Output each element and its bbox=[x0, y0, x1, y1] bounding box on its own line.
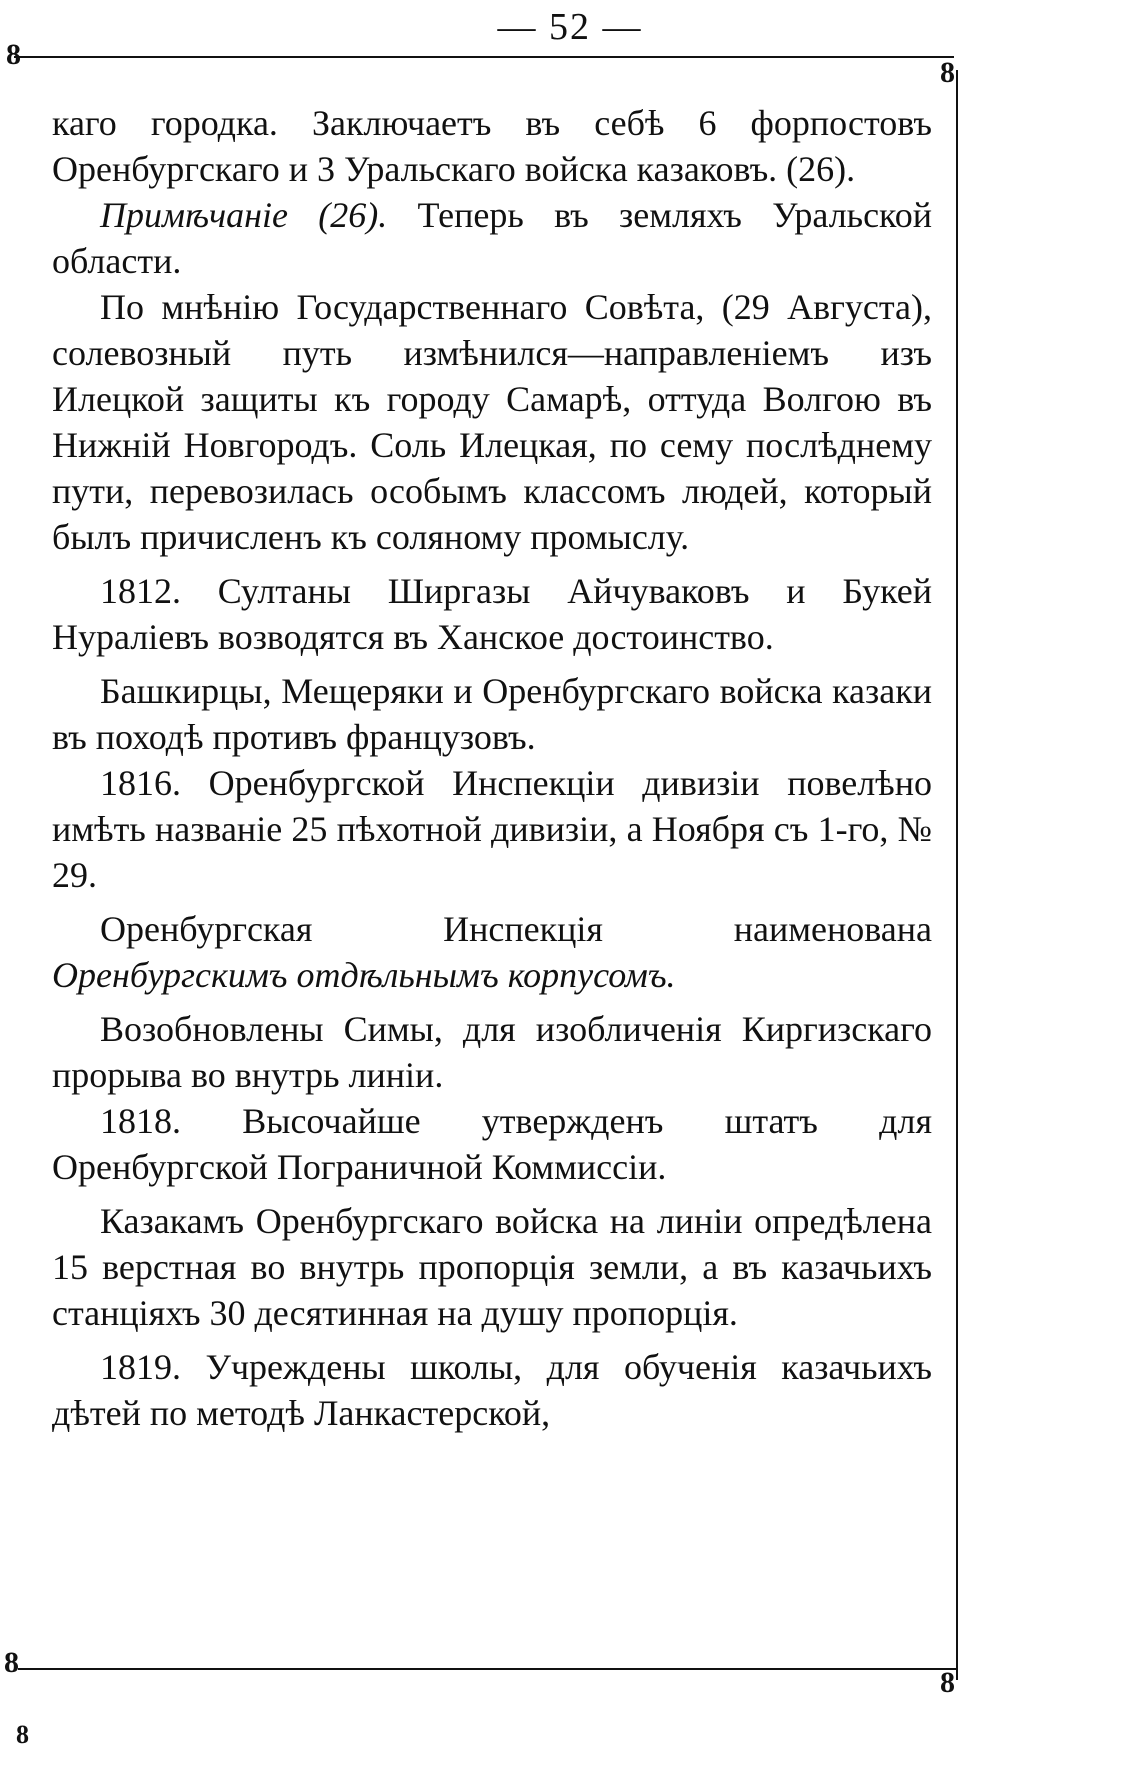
paragraph: 1812. Султаны Ширгазы Айчуваковъ и Букей Нураліевъ возводятся въ Ханское достоинство. bbox=[52, 571, 932, 657]
paragraph: 1818. Высочайше утвержденъ штатъ для Оренбургской Пограничной Коммиссіи. bbox=[52, 1101, 932, 1187]
body-text bbox=[52, 100, 932, 1436]
paragraph: каго городка. Заключаетъ въ себѣ 6 форпостовъ Оренбургскаго и 3 Уральскаго войска казаковъ. (26). bbox=[52, 103, 932, 189]
footnote-label: Примѣчаніе (26). bbox=[100, 195, 388, 235]
top-rule bbox=[14, 56, 954, 58]
paragraph: 1819. Учреждены школы, для обученія казачьихъ дѣтей по методѣ Ланкастерской, bbox=[52, 1347, 932, 1433]
ornament-footer: 8 bbox=[16, 1720, 29, 1749]
bottom-rule bbox=[18, 1668, 958, 1670]
page-number: — 52 — bbox=[497, 6, 643, 48]
ornament-bottom-right: 8 bbox=[940, 1666, 955, 1699]
paragraph: 1816. Оренбургской Инспекціи дивизіи повелѣно имѣть названіе 25 пѣхотной дивизіи, а Ноября съ 1-го, № 29. bbox=[52, 763, 932, 895]
italic-phrase: Оренбургскимъ отдѣльнымъ корпусомъ. bbox=[52, 955, 676, 995]
footnote bbox=[52, 192, 932, 284]
paragraph-text: Оренбургская Инспекція наименована bbox=[100, 909, 932, 949]
paragraph: По мнѣнію Государственнаго Совѣта, (29 Августа), солевозный путь измѣнился—направленіемъ изъ Илецкой защиты къ городу Самарѣ, оттуда Волгою въ Нижній Новгородъ. Соль Илецкая, по сему послѣднему пути, перевозилась особымъ классомъ людей, который былъ причисленъ къ соляному промыслу. bbox=[52, 287, 932, 557]
right-rule bbox=[956, 70, 958, 1680]
paragraph: Башкирцы, Мещеряки и Оренбургскаго войска казаки въ походѣ противъ французовъ. bbox=[52, 671, 932, 757]
paragraph bbox=[52, 906, 932, 998]
ornament-top-right: 8 bbox=[940, 56, 955, 89]
footnote-text: Теперь въ земляхъ Уральской области. bbox=[52, 195, 932, 281]
ornament-top-left: 8 bbox=[6, 38, 21, 71]
paragraph: Возобновлены Симы, для изобличенія Киргизскаго прорыва во внутрь линіи. bbox=[52, 1009, 932, 1095]
ornament-bottom-left: 8 bbox=[4, 1646, 19, 1679]
paragraph: Казакамъ Оренбургскаго войска на линіи опредѣлена 15 верстная во внутрь пропорція земли, а въ казачьихъ станціяхъ 30 десятинная на душу пропорція. bbox=[52, 1201, 932, 1333]
